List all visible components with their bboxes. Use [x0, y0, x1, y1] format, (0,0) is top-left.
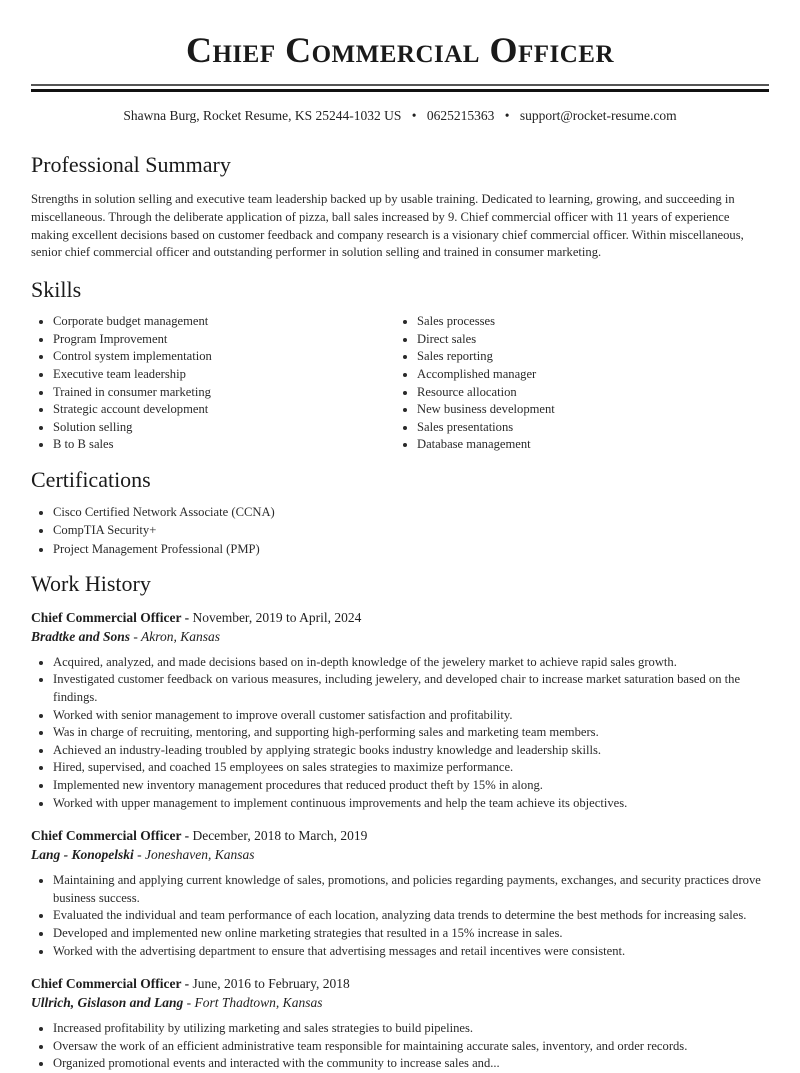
job-company-line: Lang - Konopelski - Joneshaven, Kansas [31, 847, 255, 863]
skills-column-left [31, 313, 395, 454]
skill-item: • Corporate budget management [53, 313, 395, 331]
skills-list [31, 313, 395, 454]
skill-item: • Control system implementation [53, 348, 395, 366]
job-bullet: • Implemented new inventory management procedures that reduced product theft by 15% in along. [53, 777, 769, 795]
job-title: Chief Commercial Officer [31, 609, 182, 625]
skill-item: • Direct sales [417, 331, 759, 349]
job-bullet: • Increased profitability by utilizing marketing and sales strategies to build pipelines. [53, 1020, 769, 1038]
certification-item: • Project Management Professional (PMP) [53, 540, 769, 558]
job-title: Chief Commercial Officer [31, 976, 182, 992]
skill-item: • Sales reporting [417, 348, 759, 366]
contact-phone: 0625215363 [426, 108, 495, 123]
job-company-line: Ullrich, Gislason and Lang - Fort Thadtown, Kansas [31, 995, 323, 1011]
job-bullet: • Evaluated the individual and team performance of each location, analyzing data trends to determine the best methods for increasing sales. [53, 907, 769, 925]
job-title-line: Chief Commercial Officer - December, 2018 to March, 2019 [31, 828, 368, 844]
job-bullet: • Worked with the advertising department to ensure that advertising messages and retail incentives were consistent. [53, 943, 769, 961]
contact-address: Shawna Burg, Rocket Resume, KS 25244-1032 US [123, 108, 402, 123]
job-bullet: • Investigated customer feedback on various measures, including jewelery, and developed chair to increase market saturation based on the findings. [53, 671, 769, 706]
bullet-separator-icon: • [504, 108, 510, 123]
skills-list [395, 313, 759, 454]
job-bullets [31, 872, 769, 960]
certifications-list [31, 503, 769, 558]
skill-item: • Solution selling [53, 419, 395, 437]
skill-item: • Sales presentations [417, 419, 759, 437]
job-entry [31, 608, 769, 812]
job-dates: December, 2018 to March, 2019 [192, 828, 368, 844]
job-dates: November, 2019 to April, 2024 [192, 609, 362, 625]
job-company: Ullrich, Gislason and Lang [31, 995, 184, 1011]
job-bullet: • Acquired, analyzed, and made decisions based on in-depth knowledge of the jewelery market to achieve rapid sales growth. [53, 654, 769, 672]
resume-title: Chief Commercial Officer [185, 30, 615, 70]
job-bullet: • Maintaining and applying current knowledge of sales, promotions, and policies regarding payments, exchanges, and security practices drove business success. [53, 872, 769, 907]
job-entry [31, 826, 769, 960]
skill-item: • B to B sales [53, 436, 395, 454]
job-bullet: • Organized promotional events and interacted with the community to increase sales and... [53, 1055, 769, 1073]
job-title-line: Chief Commercial Officer - November, 2019 to April, 2024 [31, 609, 362, 625]
divider-line-thick [31, 89, 769, 92]
job-company: Lang - Konopelski [31, 847, 134, 863]
section-heading: Certifications [31, 466, 151, 492]
work-history-section [31, 570, 769, 1073]
job-company-line: Bradtke and Sons - Akron, Kansas [31, 628, 221, 644]
job-bullet: • Developed and implemented new online marketing strategies that resulted in a 15% increase in sales. [53, 925, 769, 943]
job-bullet: • Was in charge of recruiting, mentoring, and supporting high-performing sales and marketing team members. [53, 724, 769, 742]
job-location: Akron, Kansas [141, 628, 221, 644]
skill-item: • Strategic account development [53, 401, 395, 419]
job-title-line: Chief Commercial Officer - June, 2016 to February, 2018 [31, 976, 350, 992]
job-bullet: • Worked with upper management to implement continuous improvements and help the team achieve its objectives. [53, 795, 769, 813]
certification-item: • CompTIA Security+ [53, 521, 769, 539]
job-title: Chief Commercial Officer [31, 828, 182, 844]
job-bullet: • Achieved an industry-leading troubled by applying strategic books industry knowledge and leadership skills. [53, 742, 769, 760]
certification-item: • Cisco Certified Network Associate (CCNA) [53, 503, 769, 521]
contact-email: support@rocket-resume.com [519, 108, 677, 123]
job-entry [31, 974, 769, 1073]
skill-item: • Database management [417, 436, 759, 454]
section-heading: Professional Summary [31, 152, 231, 177]
job-bullets [31, 654, 769, 812]
section-heading: Work History [31, 570, 151, 596]
contact-line [31, 107, 769, 125]
job-bullets [31, 1020, 769, 1073]
bullet-separator-icon: • [411, 108, 417, 123]
skills-grid [31, 313, 769, 454]
skill-item: • Accomplished manager [417, 366, 759, 384]
job-bullet: • Worked with senior management to improve overall customer satisfaction and profitability. [53, 707, 769, 725]
job-location: Fort Thadtown, Kansas [194, 995, 323, 1011]
skill-item: • Resource allocation [417, 384, 759, 402]
job-location: Joneshaven, Kansas [145, 847, 255, 863]
skill-item: • New business development [417, 401, 759, 419]
job-bullet: • Oversaw the work of an efficient administrative team responsible for maintaining accurate sales, inventory, and order records. [53, 1038, 769, 1056]
header-divider [31, 84, 769, 92]
section-heading: Skills [31, 277, 82, 303]
skill-item: • Program Improvement [53, 331, 395, 349]
professional-summary-section [31, 151, 769, 262]
summary-text: Strengths in solution selling and executive team leadership backed up by usable training. Dedicated to learning, growing, and succeeding in miscellaneous. Through the deliberate application of pizza, ball sales increased by 9. Chief commercial officer with 11 years of experience making excellent decisions based on customer feedback and company research is a visionary chief commercial officer. Within miscellaneous, senior chief commercial officer and outstanding performer in solution selling and trained in consumer marketing. [31, 192, 744, 260]
skill-item: • Sales processes [417, 313, 759, 331]
skill-item: • Trained in consumer marketing [53, 384, 395, 402]
certifications-section [31, 466, 769, 558]
job-company: Bradtke and Sons [31, 628, 131, 644]
skills-section [31, 276, 769, 454]
job-bullet: • Hired, supervised, and coached 15 employees on sales strategies to maximize performance. [53, 759, 769, 777]
skill-item: • Executive team leadership [53, 366, 395, 384]
job-dates: June, 2016 to February, 2018 [192, 976, 350, 992]
skills-column-right [395, 313, 759, 454]
